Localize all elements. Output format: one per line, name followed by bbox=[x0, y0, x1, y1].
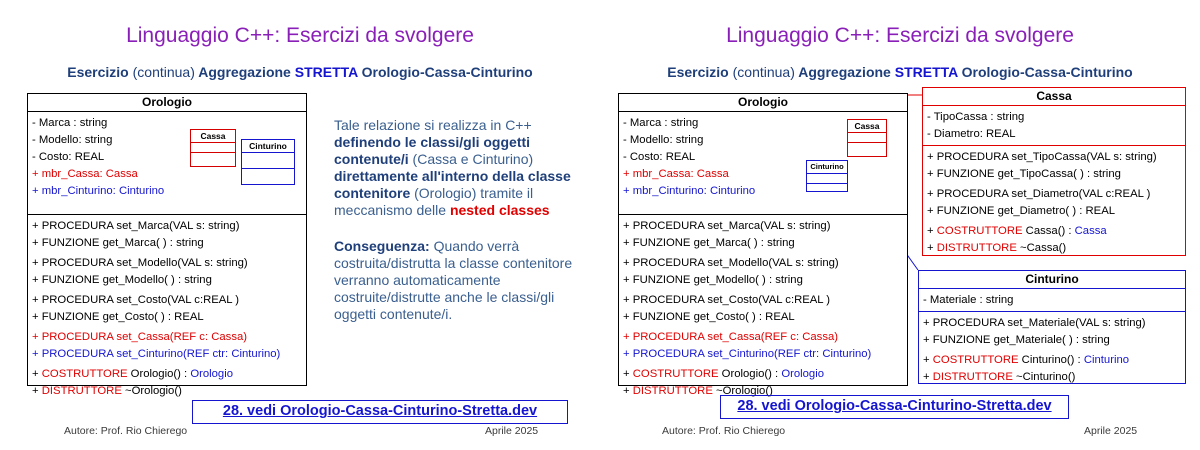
class-cassa-name: Cassa bbox=[923, 88, 1185, 106]
mini-cassa-label: Cassa bbox=[854, 121, 880, 131]
method-set-cinturino: + PROCEDURA set_Cinturino(REF ctr: Cinturino) bbox=[623, 348, 872, 360]
ctor-signature: Cinturino() : bbox=[1018, 354, 1084, 366]
class-cinturino-name: Cinturino bbox=[919, 271, 1185, 289]
dtor-signature: ~Cassa() bbox=[1016, 242, 1067, 254]
class-orologio-methods bbox=[28, 215, 306, 403]
method-set-diametro: + PROCEDURA set_Diametro(VAL c:REAL ) bbox=[927, 188, 1151, 200]
mini-class-cinturino bbox=[806, 160, 848, 192]
dtor-signature: ~Orologio() bbox=[712, 385, 773, 397]
class-orologio-methods bbox=[619, 215, 907, 403]
mini-cassa-cell bbox=[848, 132, 886, 142]
slide-title: Linguaggio C++: Esercizi da svolgere bbox=[726, 24, 1074, 47]
class-cassa-methods bbox=[923, 146, 1185, 260]
method-set-marca: + PROCEDURA set_Marca(VAL s: string) bbox=[623, 220, 831, 232]
explanation-text bbox=[334, 117, 584, 323]
mini-cinturino-label: Cinturino bbox=[249, 141, 287, 151]
method-get-diametro: + FUNZIONE get_Diametro( ) : REAL bbox=[927, 205, 1116, 217]
method-set-marca: + PROCEDURA set_Marca(VAL s: string) bbox=[32, 220, 240, 232]
method-get-costo: + FUNZIONE get_Costo( ) : REAL bbox=[32, 311, 204, 323]
method-set-modello: + PROCEDURA set_Modello(VAL s: string) bbox=[32, 257, 248, 269]
ctor-keyword: COSTRUTTORE bbox=[932, 354, 1019, 366]
method-costruttore bbox=[923, 352, 1181, 369]
mini-cinturino-cell bbox=[242, 152, 294, 168]
subtitle-stretta: STRETTA bbox=[894, 64, 958, 80]
method-get-tipocassa: + FUNZIONE get_TipoCassa( ) : string bbox=[927, 168, 1121, 180]
footer-date: Aprile 2025 bbox=[485, 425, 539, 437]
ctor-prefix: + bbox=[927, 225, 937, 237]
method-get-marca: + FUNZIONE get_Marca( ) : string bbox=[623, 237, 795, 249]
class-orologio bbox=[618, 93, 908, 397]
attr-modello: - Modello: string bbox=[623, 134, 704, 146]
expl-text: (Orologio) tramite il meccanismo delle bbox=[334, 185, 534, 218]
expl-text: (Cassa e Cinturino) bbox=[408, 151, 534, 167]
class-cinturino-methods bbox=[919, 312, 1185, 389]
method-costruttore bbox=[32, 366, 302, 383]
attr-mbr-cinturino: + mbr_Cinturino: Cinturino bbox=[32, 185, 165, 197]
dtor-keyword: DISTRUTTORE bbox=[41, 385, 122, 397]
method-costruttore bbox=[927, 223, 1181, 240]
ctor-keyword: COSTRUTTORE bbox=[632, 368, 719, 380]
method-set-modello: + PROCEDURA set_Modello(VAL s: string) bbox=[623, 257, 839, 269]
expl-bold: direttamente all'interno della classe contenitore bbox=[334, 168, 571, 201]
mini-cinturino-cell bbox=[807, 183, 847, 193]
class-cinturino-attributes bbox=[919, 289, 1185, 312]
method-get-modello: + FUNZIONE get_Modello( ) : string bbox=[32, 274, 212, 286]
attr-tipocassa: - TipoCassa : string bbox=[927, 111, 1025, 123]
dtor-prefix: + bbox=[32, 385, 42, 397]
attr-modello: - Modello: string bbox=[32, 134, 113, 146]
subtitle-stretta: STRETTA bbox=[294, 64, 358, 80]
dtor-prefix: + bbox=[927, 242, 937, 254]
footer-date: Aprile 2025 bbox=[1084, 425, 1138, 437]
method-costruttore bbox=[623, 366, 903, 383]
mini-class-cassa bbox=[190, 129, 236, 167]
ctor-prefix: + bbox=[623, 368, 633, 380]
attr-mbr-cassa: + mbr_Cassa: Cassa bbox=[32, 168, 138, 180]
class-cinturino bbox=[918, 270, 1186, 384]
class-cassa-attributes bbox=[923, 106, 1185, 146]
method-get-costo: + FUNZIONE get_Costo( ) : REAL bbox=[623, 311, 795, 323]
dtor-keyword: DISTRUTTORE bbox=[632, 385, 713, 397]
method-distruttore bbox=[923, 369, 1181, 386]
attr-marca: - Marca : string bbox=[32, 117, 108, 129]
method-distruttore bbox=[32, 383, 302, 400]
attr-costo: - Costo: REAL bbox=[32, 151, 105, 163]
mini-cassa-cell bbox=[848, 142, 886, 152]
ctor-signature: Cassa() : bbox=[1022, 225, 1075, 237]
ctor-signature: Orologio() : bbox=[718, 368, 782, 380]
ctor-prefix: + bbox=[32, 368, 42, 380]
attr-mbr-cassa: + mbr_Cassa: Cassa bbox=[623, 168, 729, 180]
expl-text: Tale relazione si realizza in C++ bbox=[334, 117, 532, 133]
dtor-signature: ~Orologio() bbox=[121, 385, 182, 397]
expl-bold: definendo le classi/gli oggetti contenute/i bbox=[334, 134, 531, 167]
subtitle-esercizio: Esercizio bbox=[667, 64, 729, 80]
slide-subtitle bbox=[0, 64, 600, 80]
footer-author: Autore: Prof. Rio Chierego bbox=[64, 425, 188, 437]
slide-right bbox=[600, 0, 1200, 450]
attr-materiale: - Materiale : string bbox=[923, 294, 1014, 306]
expl-nested-classes: nested classes bbox=[449, 202, 550, 218]
mini-cassa-cell bbox=[191, 142, 235, 152]
mini-class-cinturino bbox=[241, 139, 295, 185]
dtor-keyword: DISTRUTTORE bbox=[932, 371, 1013, 383]
dev-file-link[interactable]: 28. vedi Orologio-Cassa-Cinturino-Stretta.dev bbox=[192, 400, 568, 424]
method-get-marca: + FUNZIONE get_Marca( ) : string bbox=[32, 237, 204, 249]
dtor-prefix: + bbox=[623, 385, 633, 397]
attr-costo: - Costo: REAL bbox=[623, 151, 696, 163]
subtitle-esercizio: Esercizio bbox=[67, 64, 129, 80]
method-set-cassa: + PROCEDURA set_Cassa(REF c: Cassa) bbox=[32, 331, 248, 343]
method-get-modello: + FUNZIONE get_Modello( ) : string bbox=[623, 274, 803, 286]
ctor-prefix: + bbox=[923, 354, 933, 366]
slide-title: Linguaggio C++: Esercizi da svolgere bbox=[126, 24, 474, 47]
mini-cinturino-label: Cinturino bbox=[810, 162, 844, 171]
subtitle-nome: Orologio-Cassa-Cinturino bbox=[361, 64, 533, 80]
method-set-tipocassa: + PROCEDURA set_TipoCassa(VAL s: string) bbox=[927, 151, 1157, 163]
class-cassa bbox=[922, 87, 1186, 256]
explanation-paragraph-1 bbox=[334, 117, 584, 219]
method-set-costo: + PROCEDURA set_Costo(VAL c:REAL ) bbox=[32, 294, 240, 306]
method-set-materiale: + PROCEDURA set_Materiale(VAL s: string) bbox=[923, 317, 1146, 329]
method-set-costo: + PROCEDURA set_Costo(VAL c:REAL ) bbox=[623, 294, 831, 306]
dtor-signature: ~Cinturino() bbox=[1012, 371, 1076, 383]
mini-cassa-label: Cassa bbox=[200, 131, 226, 141]
subtitle-aggregazione: Aggregazione bbox=[198, 64, 291, 80]
method-set-cassa: + PROCEDURA set_Cassa(REF c: Cassa) bbox=[623, 331, 839, 343]
mini-cinturino-cell bbox=[807, 173, 847, 183]
method-distruttore bbox=[927, 240, 1181, 257]
ctor-signature: Orologio() : bbox=[127, 368, 191, 380]
mini-cinturino-cell bbox=[242, 168, 294, 184]
ctor-keyword: COSTRUTTORE bbox=[936, 225, 1023, 237]
mini-cassa-cell bbox=[191, 152, 235, 162]
class-orologio-name: Orologio bbox=[28, 94, 306, 112]
slide-subtitle bbox=[600, 64, 1200, 80]
subtitle-continua: (continua) bbox=[132, 64, 195, 80]
attr-diametro: - Diametro: REAL bbox=[927, 128, 1016, 140]
method-get-materiale: + FUNZIONE get_Materiale( ) : string bbox=[923, 334, 1110, 346]
attr-marca: - Marca : string bbox=[623, 117, 699, 129]
method-set-cinturino: + PROCEDURA set_Cinturino(REF ctr: Cinturino) bbox=[32, 348, 281, 360]
dtor-prefix: + bbox=[923, 371, 933, 383]
footer-author: Autore: Prof. Rio Chierego bbox=[662, 425, 786, 437]
dtor-keyword: DISTRUTTORE bbox=[936, 242, 1017, 254]
mini-class-cassa bbox=[847, 119, 887, 157]
dev-file-link[interactable]: 28. vedi Orologio-Cassa-Cinturino-Stretta.dev bbox=[720, 395, 1069, 419]
ctor-type: Cassa bbox=[1074, 225, 1107, 237]
explanation-paragraph-2 bbox=[334, 238, 584, 323]
class-orologio-name: Orologio bbox=[619, 94, 907, 112]
ctor-keyword: COSTRUTTORE bbox=[41, 368, 128, 380]
subtitle-continua: (continua) bbox=[732, 64, 795, 80]
ctor-type: Cinturino bbox=[1083, 354, 1130, 366]
subtitle-aggregazione: Aggregazione bbox=[798, 64, 891, 80]
attr-mbr-cinturino: + mbr_Cinturino: Cinturino bbox=[623, 185, 756, 197]
ctor-type: Orologio bbox=[190, 368, 234, 380]
ctor-type: Orologio bbox=[781, 368, 825, 380]
expl-consequence-label: Conseguenza: bbox=[334, 238, 430, 254]
class-orologio bbox=[27, 93, 307, 397]
expl-text: Quando verrà costruita/distrutta la classe contenitore verranno automaticamente costruite/distrutte anche le classi/gli oggetti contenute/i. bbox=[334, 238, 573, 322]
subtitle-nome: Orologio-Cassa-Cinturino bbox=[961, 64, 1133, 80]
